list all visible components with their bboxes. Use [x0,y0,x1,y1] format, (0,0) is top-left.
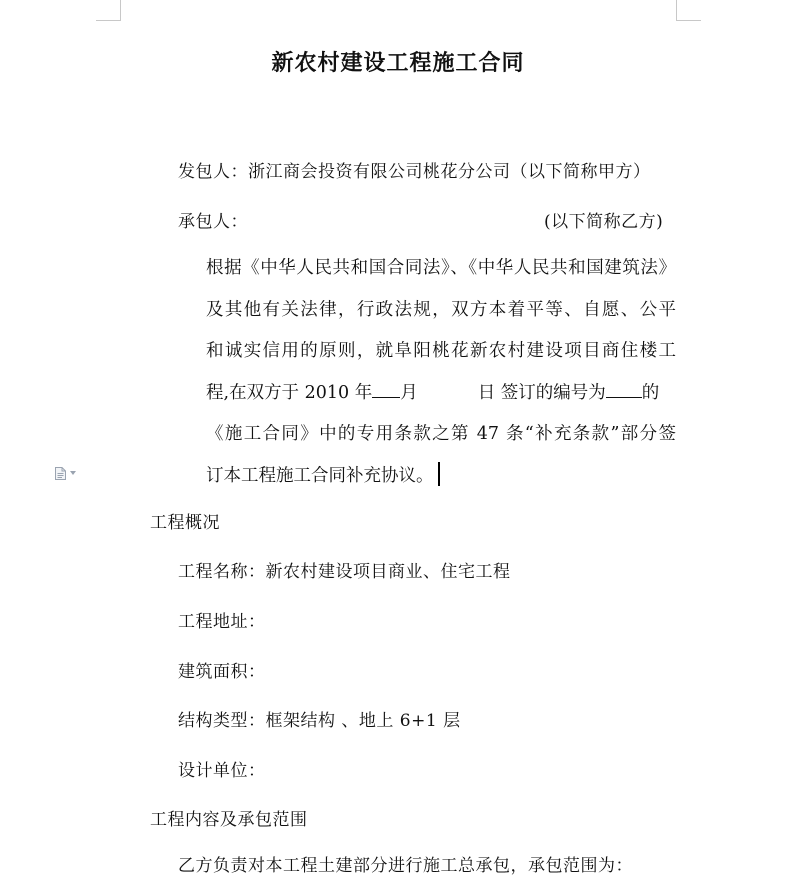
document-title: 新农村建设工程施工合同 [271,50,525,76]
project-name-line: 工程名称：新农村建设项目商业、住宅工程 [178,562,511,582]
project-address-line: 工程地址： [178,612,266,632]
blank-month [372,383,400,398]
contractor-label: 承包人： [178,212,248,232]
paragraph-de: 的 [641,382,660,403]
paragraph-doc-icon[interactable] [55,467,66,480]
section-heading-scope: 工程内容及承包范围 [150,810,308,830]
paragraph-last-text: 订本工程施工合同补充协议。 [206,465,434,486]
paragraph-line-last [206,460,676,502]
paragraph-day: 日 签订的编号为 [477,382,606,403]
section-heading-overview: 工程概况 [150,513,220,533]
paragraph-month: 月 [400,382,418,403]
paragraph-line: 根据《中华人民共和国合同法》、《中华人民共和国建筑法》 [206,258,676,278]
text-cursor [438,462,440,486]
building-area-line: 建筑面积： [178,662,266,682]
paragraph-date-prefix: 程,在双方于 2010 年 [206,382,373,403]
contract-paragraph[interactable] [206,252,676,501]
structure-type-line: 结构类型：框架结构 、地上 6+1 层 [178,711,461,731]
chevron-down-icon[interactable] [70,471,76,475]
design-unit-line: 设计单位： [178,761,266,781]
page-corner-mark-left [96,0,121,21]
page-corner-mark-right [676,0,701,21]
paragraph-line: 《施工合同》中的专用条款之第 47 条“补充条款”部分签 [206,424,676,444]
blank-number [606,383,642,398]
contractor-note: (以下简称乙方) [544,212,664,232]
paragraph-line-date [206,377,676,419]
paragraph-line: 和诚实信用的原则，就阜阳桃花新农村建设项目商住楼工 [206,341,676,361]
paragraph-line: 及其他有关法律，行政法规，双方本着平等、自愿、公平 [206,299,676,320]
employer-line: 发包人：浙江商会投资有限公司桃花分公司（以下简称甲方） [178,162,651,182]
scope-text-line: 乙方负责对本工程土建部分进行施工总承包，承包范围为： [178,856,633,876]
